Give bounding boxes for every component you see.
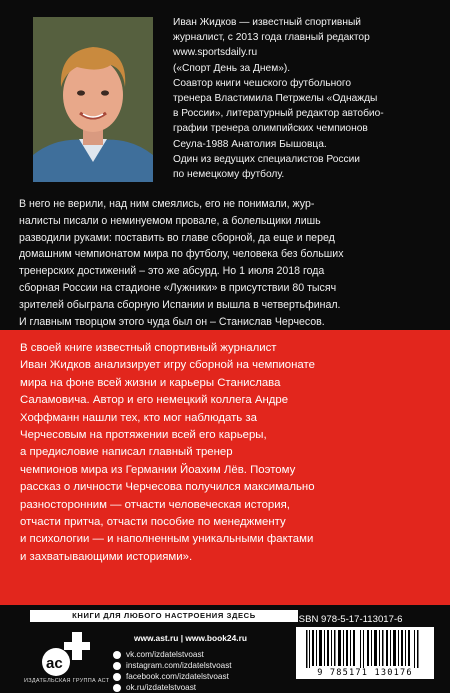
author-bio (173, 15, 438, 182)
bio-line: www.sportsdaily.ru (173, 47, 258, 59)
description-text (20, 340, 436, 566)
description-line: Саламовича. Автор и его немецкий коллега Андре (20, 394, 289, 407)
logo-caption: ИЗДАТЕЛЬСКАЯ ГРУППА АСТ (24, 678, 110, 684)
description-line: и захватывающими историями». (20, 550, 193, 563)
description-line: а предисловие написал главный тренер (20, 446, 233, 459)
description-line: рассказ о личности Черчесова получился максимально (20, 481, 315, 494)
social-link-facebook[interactable] (113, 671, 263, 682)
svg-text:ac: ac (46, 655, 63, 672)
bio-line: Сеула-1988 Анатолия Бышовца. (173, 138, 327, 150)
social-link-text: facebook.com/izdatelstvoast (126, 672, 229, 681)
bio-line: журналист, с 2013 года главный редактор (173, 32, 370, 44)
bio-line: тренера Властимила Петржелы «Однажды (173, 93, 378, 105)
blurb-line: налисты писали о неминуемом провале, а болельщики лишь (19, 214, 321, 227)
social-link-text: instagram.com/izdatelstvoast (126, 661, 232, 670)
bio-line: («Спорт День за Днем»). (173, 62, 291, 74)
bio-line: Один из ведущих специалистов России (173, 153, 360, 165)
isbn: ISBN 978-5-17-113017-6 (296, 614, 403, 625)
red-description-panel (0, 330, 450, 605)
barcode-number: 9 785171 130176 (296, 668, 434, 678)
blurb-line: зрителей обыграла сборную Испании и вышла в четвертьфинал. (19, 298, 341, 311)
social-link-vk[interactable] (113, 649, 263, 660)
vk-icon (113, 651, 121, 659)
description-line: В своей книге известный спортивный журналист (20, 342, 277, 354)
social-link-instagram[interactable] (113, 660, 263, 671)
description-line: и психологии — и наполненным уникальными фактами (20, 533, 314, 546)
blurb-line: разводили руками: поставить во главе сборной, да еще и перед (19, 231, 335, 244)
description-line: Черчесовым на протяжении всей его карьеры, (20, 429, 267, 442)
book-blurb (19, 196, 437, 330)
barcode (296, 627, 434, 679)
author-photo (33, 17, 153, 182)
blurb-line: сборная России на стадионе «Лужники» в присутствии 80 тысяч (19, 281, 337, 294)
bio-line: Иван Жидков — известный спортивный (173, 17, 361, 28)
social-link-ok[interactable] (113, 682, 263, 693)
bio-line: графии тренера олимпийских чемпионов (173, 123, 368, 135)
social-link-text: ok.ru/izdatelstvoast (126, 683, 197, 692)
bio-line: Соавтор книги чешского футбольного (173, 77, 352, 89)
facebook-icon (113, 673, 121, 681)
description-line: Иван Жидков анализирует игру сборной на чемпионате (20, 359, 315, 372)
description-line: чемпионов мира из Германии Йоахим Лёв. Поэтому (20, 463, 296, 476)
description-line: разносторонним — отчасти человеческая история, (20, 498, 290, 511)
blurb-line: домашним чемпионатом мира по футболу, человека без больших (19, 248, 344, 261)
blurb-line: тренерских достижений – это же абсурд. Но 1 июля 2018 года (19, 265, 325, 278)
bio-line: по немецкому футболу. (173, 169, 285, 181)
blurb-line: И главным творцом этого чуда был он – Станислав Черчесов. (19, 315, 325, 328)
description-line: отчасти притча, отчасти пособие по менеджменту (20, 516, 286, 529)
bio-line: в России», литературный редактор автобио- (173, 108, 384, 120)
publisher-websites[interactable]: www.ast.ru | www.book24.ru (134, 633, 247, 643)
top-section (0, 0, 450, 330)
description-line: мира на фоне всей жизни и карьеры Станислава (20, 376, 281, 389)
social-link-text: vk.com/izdatelstvoast (126, 650, 204, 659)
publisher-footer (0, 627, 450, 692)
blurb-line: В него не верили, над ним смеялись, его не понимали, жур- (19, 198, 315, 210)
tagline: КНИГИ ДЛЯ ЛЮБОГО НАСТРОЕНИЯ ЗДЕСЬ (30, 610, 298, 622)
social-links (113, 649, 263, 693)
description-line: Хоффманн нашли тех, кто мог наблюдать за (20, 411, 257, 424)
ast-logo (38, 630, 90, 678)
instagram-icon (113, 662, 121, 670)
